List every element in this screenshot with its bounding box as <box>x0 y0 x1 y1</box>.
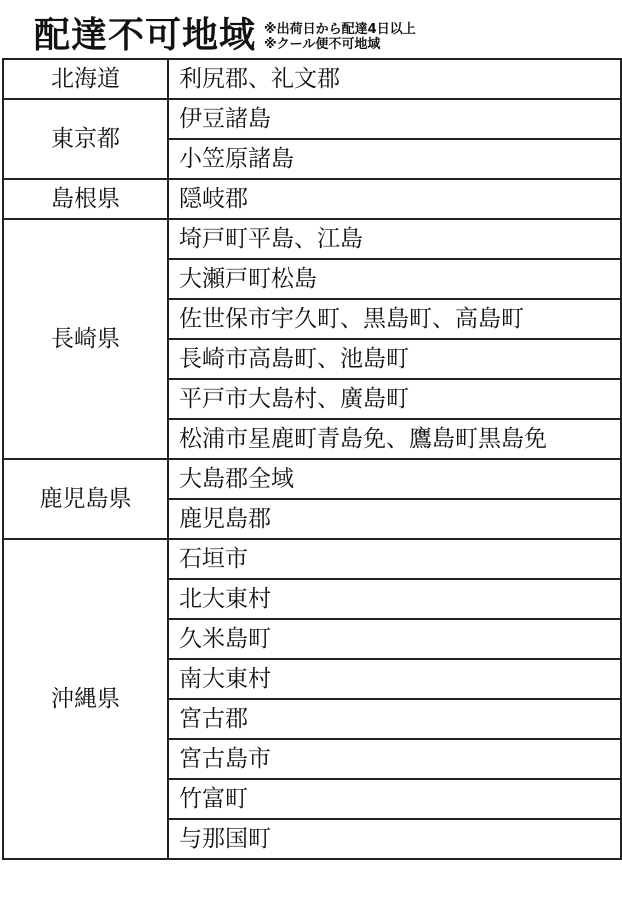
table-row <box>3 539 621 579</box>
area-cell: 佐世保市宇久町、黒島町、高島町 <box>168 299 621 339</box>
undeliverable-areas-table <box>2 58 622 860</box>
prefecture-cell: 鹿児島県 <box>3 459 168 539</box>
table-row <box>3 179 621 219</box>
header <box>34 2 416 58</box>
area-cell: 隠岐郡 <box>168 179 621 219</box>
area-cell: 平戸市大島村、廣島町 <box>168 379 621 419</box>
area-cell: 竹富町 <box>168 779 621 819</box>
area-cell: 北大東村 <box>168 579 621 619</box>
area-cell: 小笠原諸島 <box>168 139 621 179</box>
note-delivery-days: ※出荷日から配達4日以上 <box>264 22 416 37</box>
table-row <box>3 219 621 259</box>
prefecture-cell: 東京都 <box>3 99 168 179</box>
area-cell: 南大東村 <box>168 659 621 699</box>
area-cell: 鹿児島郡 <box>168 499 621 539</box>
area-cell: 大島郡全域 <box>168 459 621 499</box>
table-row <box>3 59 621 99</box>
area-cell: 埼戸町平島、江島 <box>168 219 621 259</box>
area-cell: 与那国町 <box>168 819 621 859</box>
prefecture-cell: 沖縄県 <box>3 539 168 859</box>
area-cell: 松浦市星鹿町青島免、鷹島町黒島免 <box>168 419 621 459</box>
area-cell: 石垣市 <box>168 539 621 579</box>
area-cell: 利尻郡、礼文郡 <box>168 59 621 99</box>
area-cell: 宮古島市 <box>168 739 621 779</box>
prefecture-cell: 島根県 <box>3 179 168 219</box>
note-cool-delivery: ※クール便不可地域 <box>264 37 381 52</box>
prefecture-cell: 北海道 <box>3 59 168 99</box>
area-cell: 大瀬戸町松島 <box>168 259 621 299</box>
area-cell: 宮古郡 <box>168 699 621 739</box>
page-title: 配達不可地域 <box>34 15 257 56</box>
area-cell: 長崎市高島町、池島町 <box>168 339 621 379</box>
area-cell: 伊豆諸島 <box>168 99 621 139</box>
table-row <box>3 459 621 499</box>
prefecture-cell: 長崎県 <box>3 219 168 459</box>
header-notes <box>264 22 416 52</box>
table-row <box>3 99 621 139</box>
area-cell: 久米島町 <box>168 619 621 659</box>
